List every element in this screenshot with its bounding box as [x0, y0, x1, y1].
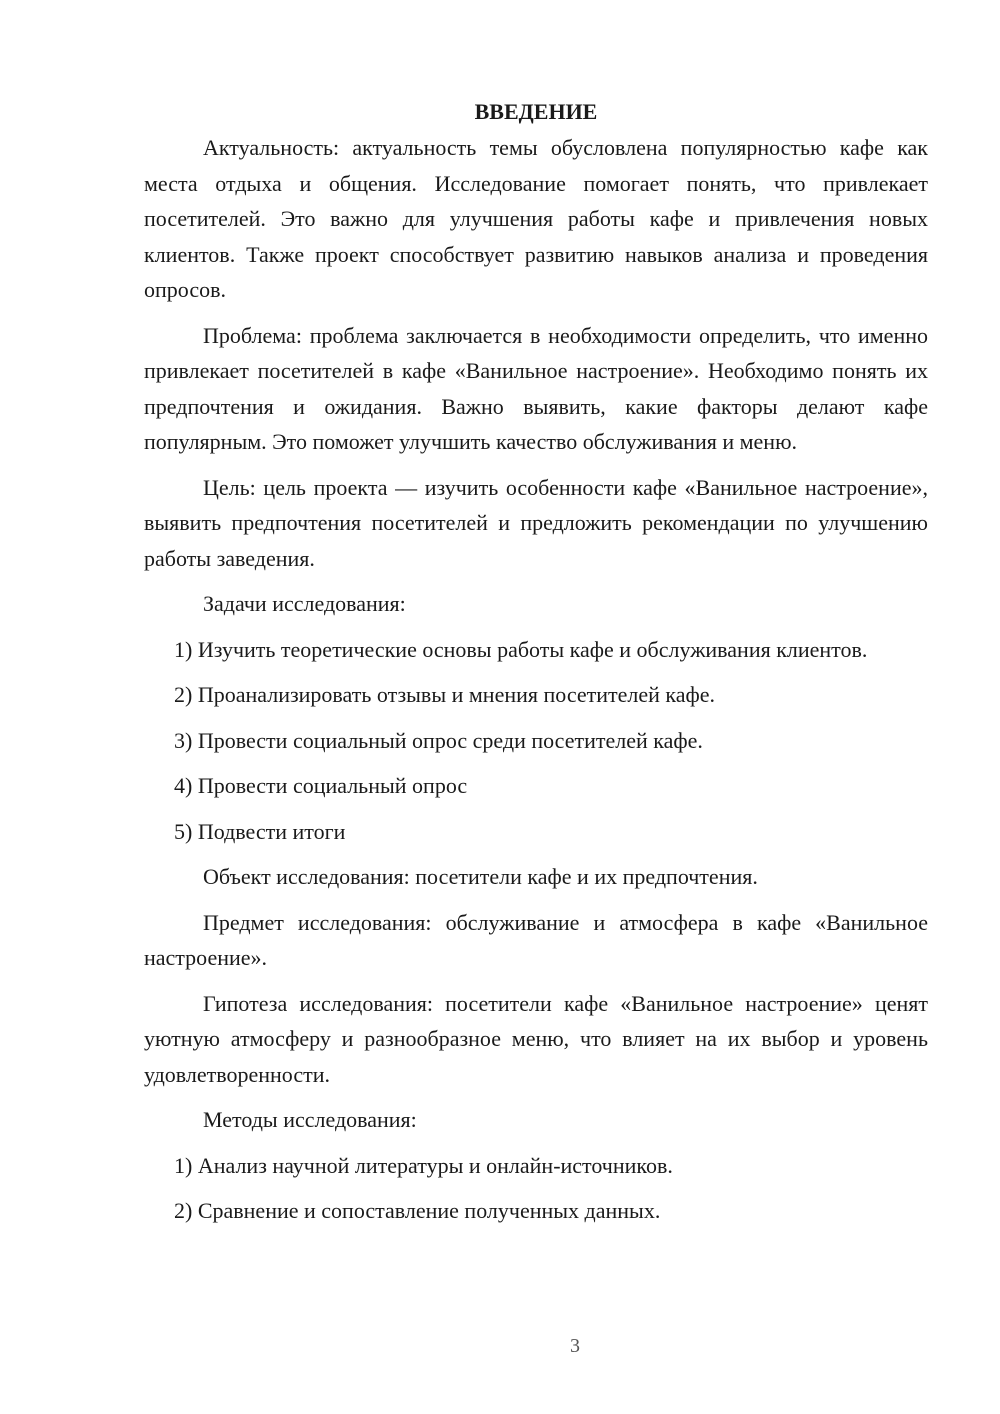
method-item-2: 2) Сравнение и сопоставление полученных данных.	[174, 1198, 661, 1223]
page-content	[144, 94, 928, 1239]
task-item-1: 1) Изучить теоретические основы работы кафе и обслуживания клиентов.	[174, 636, 868, 662]
relevance-paragraph: Актуальность: актуальность темы обусловлена популярностью кафе как места отдыха и общения. Исследование помогает понять, что привлекает посетителей. Это важно для улучшения работы кафе и привлечения новых клиентов. Также проект способствует развитию навыков анализа и проведения опросов.	[144, 135, 928, 302]
page-number-footer: 3	[570, 1335, 580, 1357]
task-item-4: 4) Провести социальный опрос	[174, 773, 468, 798]
task-item-3: 3) Провести социальный опрос среди посетителей кафе.	[174, 727, 703, 753]
problem-paragraph: Проблема: проблема заключается в необходимости определить, что именно привлекает посетителей в кафе «Ванильное настроение». Необходимо понять их предпочтения и ожидания. Важно выявить, какие факторы делают кафе популярным. Это поможет улучшить качество обслуживания и меню.	[144, 322, 928, 454]
page-title: ВВЕДЕНИЕ	[474, 99, 598, 124]
method-item-1: 1) Анализ научной литературы и онлайн-источников.	[174, 1152, 673, 1178]
object-paragraph: Объект исследования: посетители кафе и их предпочтения.	[203, 864, 758, 889]
hypothesis-paragraph: Гипотеза исследования: посетители кафе «Ванильное настроение» ценят уютную атмосферу и разнообразное меню, что влияет на их выбор и уровень удовлетворенности.	[144, 990, 928, 1087]
methods-heading: Методы исследования:	[203, 1107, 417, 1132]
task-item-5: 5) Подвести итоги	[174, 818, 346, 844]
task-item-2: 2) Проанализировать отзывы и мнения посетителей кафе.	[174, 682, 716, 707]
subject-paragraph: Предмет исследования: обслуживание и атмосфера в кафе «Ванильное настроение».	[144, 909, 928, 970]
tasks-heading: Задачи исследования:	[203, 591, 406, 616]
goal-paragraph: Цель: цель проекта — изучить особенности кафе «Ванильное настроение», выявить предпочтения посетителей и предложить рекомендации по улучшению работы заведения.	[144, 474, 928, 571]
